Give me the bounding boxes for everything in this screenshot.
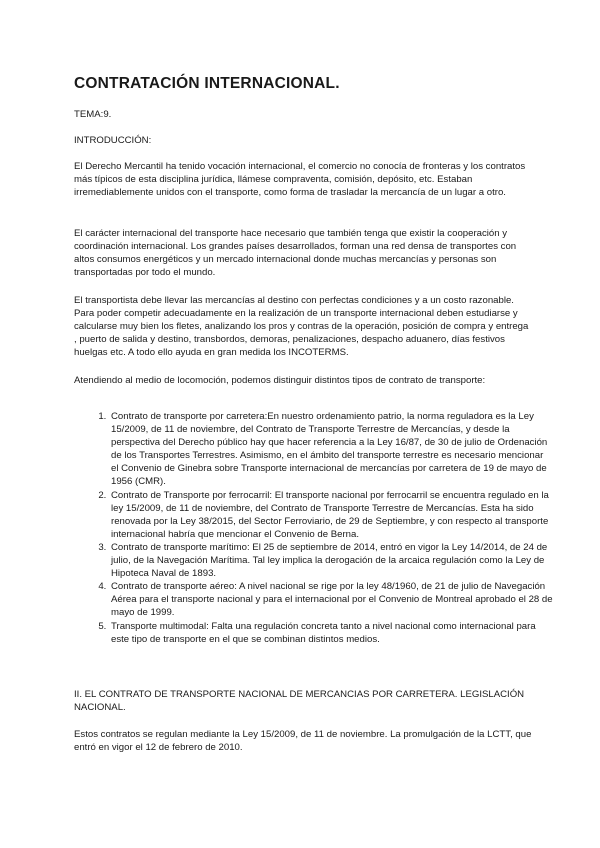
section-2-paragraph: Estos contratos se regulan mediante la Ley 15/2009, de 11 de noviembre. La promulgación de la LCTT, que entró en vigor el 12 de febrero de 2010. <box>74 729 532 754</box>
section-2-heading: II. EL CONTRATO DE TRANSPORTE NACIONAL DE MERCANCIAS POR CARRETERA. LEGISLACIÓN NACIONAL. <box>74 689 525 714</box>
list-item: 3. Contrato de transporte marítimo: El 25 de septiembre de 2014, entró en vigor la Ley 14/2014, de 24 de julio, de la Navegación Marítima. Tal ley implica la derogación de la arcaica regulación como la Ley de Hipoteca Naval de 1893. <box>109 541 553 580</box>
paragraph-2: El carácter internacional del transporte hace necesario que también tenga que existir la cooperación y coordinación internacional. Los grandes países desarrollados, forman una red densa de transportes con altos consumos energéticos y un mercado internacional donde muchas mercancías y personas son transportadas por todo el mundo. <box>74 228 517 279</box>
list-item: 5. Transporte multimodal: Falta una regulación concreta tanto a nivel nacional como internacional para este tipo de transporte en el que se combinan distintos medios. <box>109 620 553 646</box>
paragraph-3: El transportista debe llevar las mercancías al destino con perfectas condiciones y a un costo razonable. Para poder competir adecuadamente en la realización de un transporte internacional deben estudiarse y calcularse muy bien los fletes, analizando los pros y contras de la operación, posición de compra y entrega , puerto de salida y destino, transbordos, demoras, penalizaciones, despacho aduanero, días festivos huelgas etc. A todo ello ayuda en gran medida los INCOTERMS. <box>74 295 529 359</box>
paragraph-1: El Derecho Mercantil ha tenido vocación internacional, el comercio no conocía de fronteras y los contratos más típicos de esta disciplina jurídica, llámese compraventa, comisión, depósito, etc. Estaban irremediablemente unidos con el transporte, como forma de trasladar la mercancía de un lugar a otro. <box>74 161 526 199</box>
list-item: 4. Contrato de transporte aéreo: A nivel nacional se rige por la ley 48/1960, de 21 de julio de Navegación Aérea para el transporte nacional y para el internacional por el Convenio de Montreal aprobado el 28 de mayo de 1999. <box>109 580 553 619</box>
list-item: 1. Contrato de transporte por carretera:En nuestro ordenamiento patrio, la norma reguladora es la Ley 15/2009, de 11 de noviembre, del Contrato de Transporte Terrestre de Mercancías, y desde la perspectiva del Derecho público hay que hacer referencia a la Ley 16/87, de 30 de julio de Ordenación de los Transportes Terrestres. Asimismo, en el ámbito del transporte terrestre es necesario mencionar el Convenio de Ginebra sobre Transporte internacional de mercancías por carretera de 19 de mayo de 1956 (CMR). <box>109 410 553 489</box>
tema-label: TEMA:9. <box>74 109 112 120</box>
document-title: CONTRATACIÓN INTERNACIONAL. <box>74 75 340 92</box>
list-item: 2. Contrato de Transporte por ferrocarril: El transporte nacional por ferrocarril se encuentra regulado en la ley 15/2009, de 11 de noviembre, del Contrato de Transporte Terrestre de Mercancías. Esta ha sido renovada por la Ley 38/2015, del Sector Ferroviario, de 29 de Septiembre, y con respecto al transporte internacional habría que mencionar el Convenio de Berna. <box>109 489 553 541</box>
intro-heading: INTRODUCCIÓN: <box>74 135 152 146</box>
paragraph-4: Atendiendo al medio de locomoción, podemos distinguir distintos tipos de contrato de transporte: <box>74 375 486 386</box>
transport-types-list <box>84 410 553 646</box>
